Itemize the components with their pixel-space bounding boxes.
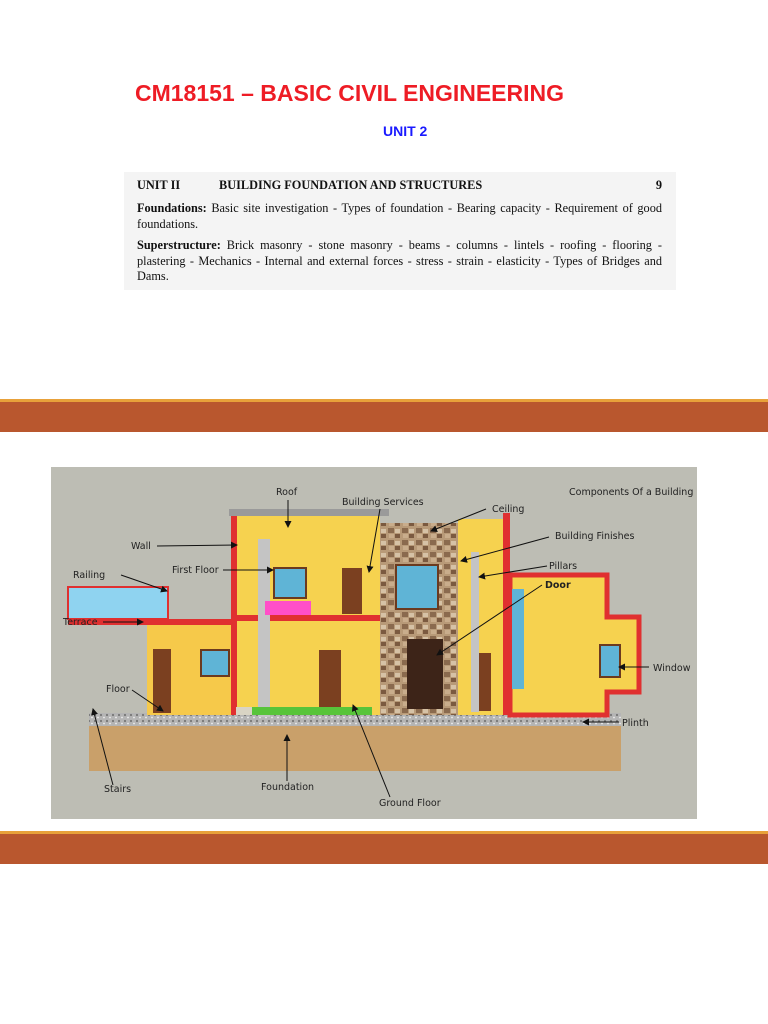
label-terrace: Terrace <box>63 617 98 628</box>
stone-wall-window <box>396 565 438 609</box>
unit-hours: 9 <box>655 178 662 192</box>
unit-label: UNIT II <box>137 178 181 192</box>
superstructure-paragraph <box>137 238 662 285</box>
document-title: CM18151 – BASIC CIVIL ENGINEERING <box>135 80 565 106</box>
label-building-services: Building Services <box>342 497 424 508</box>
label-first-floor: First Floor <box>172 565 219 576</box>
label-plinth: Plinth <box>622 718 649 729</box>
syllabus-box <box>124 172 676 290</box>
unit-title: BUILDING FOUNDATION AND STRUCTURES <box>219 178 483 192</box>
divider-band-top <box>0 399 768 432</box>
label-roof: Roof <box>276 487 298 498</box>
upper-window <box>274 568 306 598</box>
foundations-paragraph <box>137 201 662 232</box>
stairs-shape <box>236 707 252 715</box>
first-floor-slab <box>234 615 380 621</box>
label-stairs: Stairs <box>104 784 132 795</box>
label-ceiling: Ceiling <box>492 504 525 515</box>
ground-door <box>319 650 341 712</box>
roof-slab <box>229 509 389 516</box>
figure-caption: Components Of a Building <box>569 487 694 498</box>
label-railing: Railing <box>73 570 106 581</box>
foundations-text: Basic site investigation - Types of foundation - Bearing capacity - Requirement of good foundations. <box>137 201 663 231</box>
left-window <box>201 650 229 676</box>
unit-heading: UNIT 2 <box>383 123 428 139</box>
label-building-finishes: Building Finishes <box>555 531 635 542</box>
upper-door <box>342 568 362 614</box>
label-wall: Wall <box>131 541 151 552</box>
label-window: Window <box>653 663 691 674</box>
main-door <box>407 639 443 709</box>
main-wall-left <box>231 513 237 715</box>
foundations-heading: Foundations: <box>137 201 207 215</box>
terrace-railing-glass <box>68 587 168 619</box>
left-door <box>153 649 171 713</box>
label-door: Door <box>545 580 571 591</box>
bed <box>265 601 311 615</box>
label-pillars: Pillars <box>549 561 578 572</box>
divider-band-bottom <box>0 831 768 864</box>
label-floor: Floor <box>106 684 130 695</box>
soil-foundation <box>89 725 621 771</box>
pillar-left <box>258 539 270 717</box>
superstructure-heading: Superstructure: <box>137 238 221 252</box>
side-window <box>600 645 620 677</box>
superstructure-text: Brick masonry - stone masonry - beams - columns - lintels - roofing - flooring - plastering - Mechanics - Internal and external forces - stress - strain - elasticity - Types of Bridges and Dams. <box>137 238 662 283</box>
label-ground-floor: Ground Floor <box>379 798 441 809</box>
building-components-figure <box>51 467 697 819</box>
label-foundation: Foundation <box>261 782 315 793</box>
